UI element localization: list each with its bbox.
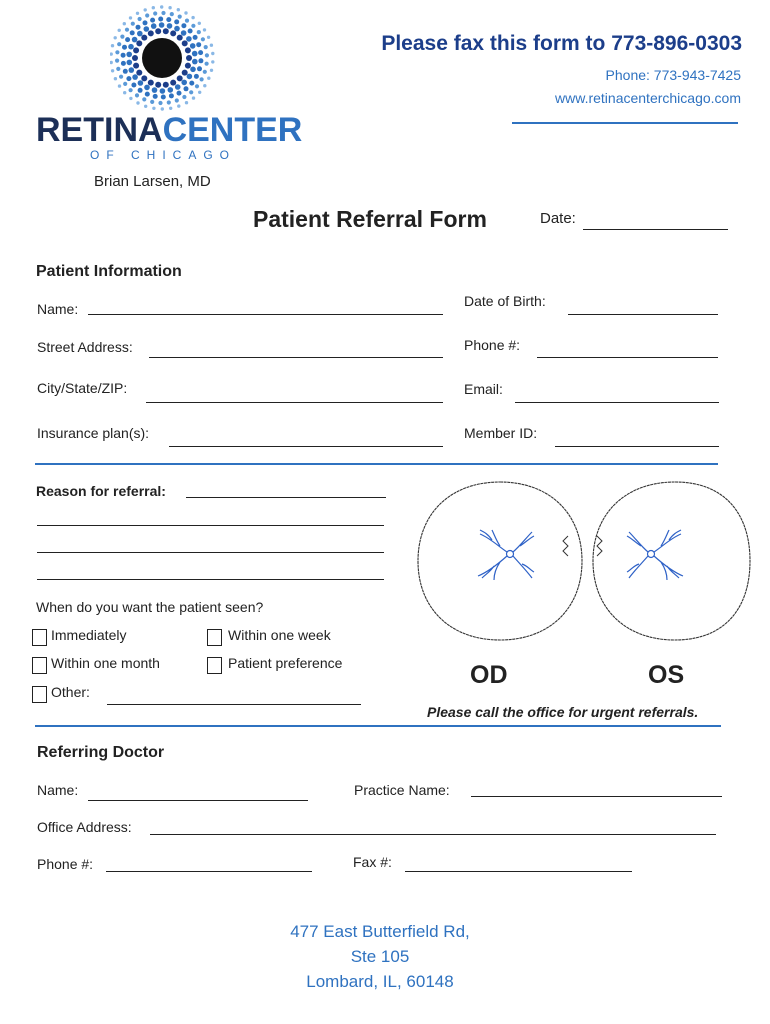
od-vessels [478, 530, 534, 580]
date-field[interactable] [583, 229, 728, 230]
checkbox-within-month[interactable] [32, 657, 47, 674]
dob-field[interactable] [568, 314, 718, 315]
practice-name-label: Practice Name: [354, 782, 450, 798]
reason-line-4[interactable] [37, 579, 384, 580]
reason-field[interactable] [186, 497, 386, 498]
when-question: When do you want the patient seen? [36, 599, 264, 615]
footer-line-3: Lombard, IL, 60148 [306, 972, 454, 991]
doctor-name-label: Name: [37, 782, 79, 798]
option-patient-preference: Patient preference [228, 655, 343, 671]
doctor-phone-field[interactable] [106, 871, 312, 872]
member-id-label: Member ID: [464, 425, 538, 441]
logo-word-retina: RETINA [36, 111, 163, 149]
doctor-name-field[interactable] [88, 800, 308, 801]
patient-phone-label: Phone #: [464, 337, 521, 353]
option-immediately: Immediately [51, 627, 127, 643]
referring-doctor-heading: Referring Doctor [37, 744, 165, 761]
option-within-month: Within one month [51, 655, 160, 671]
logo [30, 5, 303, 175]
footer-line-2: Ste 105 [350, 947, 410, 966]
patient-phone-field[interactable] [537, 357, 718, 358]
reason-line-3[interactable] [37, 552, 384, 553]
patient-name-field[interactable] [88, 314, 443, 315]
doctor-phone-label: Phone #: [37, 856, 94, 872]
reason-line-2[interactable] [37, 525, 384, 526]
checkbox-immediately[interactable] [32, 629, 47, 646]
logo-subtitle: OF CHICAGO [90, 148, 237, 162]
os-label: OS [648, 661, 685, 689]
option-within-week: Within one week [228, 627, 331, 643]
footer-address [230, 919, 530, 994]
doctor-name: Brian Larsen, MD [94, 173, 211, 190]
header-rule [512, 122, 738, 124]
office-address-label: Office Address: [37, 819, 132, 835]
patient-name-label: Name: [37, 301, 79, 317]
eye-diagram-os[interactable] [585, 476, 765, 646]
checkbox-other[interactable] [32, 686, 47, 703]
street-label: Street Address: [37, 339, 133, 355]
eye-diagram-od[interactable] [410, 476, 590, 646]
insurance-field[interactable] [169, 446, 443, 447]
checkbox-within-week[interactable] [207, 629, 222, 646]
footer-line-1: 477 East Butterfield Rd, [290, 922, 470, 941]
os-vessels [627, 530, 683, 580]
member-id-field[interactable] [555, 446, 719, 447]
urgent-note: Please call the office for urgent referrals. [427, 704, 699, 720]
patient-info-heading: Patient Information [36, 263, 182, 280]
logo-word-center: CENTER [162, 111, 303, 149]
other-field[interactable] [107, 704, 361, 705]
section-rule-2 [35, 725, 721, 727]
insurance-label: Insurance plan(s): [37, 425, 150, 441]
checkbox-patient-preference[interactable] [207, 657, 222, 674]
date-label: Date: [540, 210, 576, 227]
doctor-fax-label: Fax #: [353, 854, 392, 870]
email-field[interactable] [515, 402, 719, 403]
website-link[interactable]: www.retinacenterchicago.com [555, 90, 741, 106]
logo-eye-icon [110, 5, 220, 115]
dob-label: Date of Birth: [464, 293, 546, 309]
email-label: Email: [464, 381, 503, 397]
street-field[interactable] [149, 357, 443, 358]
form-title: Patient Referral Form [253, 206, 487, 232]
os-fundus-outline [593, 482, 750, 640]
city-label: City/State/ZIP: [37, 380, 128, 396]
option-other: Other: [51, 684, 90, 700]
fax-instruction: Please fax this form to 773-896-0303 [381, 32, 742, 55]
section-rule-1 [35, 463, 718, 465]
city-field[interactable] [146, 402, 443, 403]
od-fundus-outline [418, 482, 582, 640]
office-phone: Phone: 773-943-7425 [605, 67, 741, 83]
doctor-fax-field[interactable] [405, 871, 632, 872]
reason-label: Reason for referral: [36, 483, 166, 499]
office-address-field[interactable] [150, 834, 716, 835]
practice-name-field[interactable] [471, 796, 722, 797]
od-label: OD [470, 661, 508, 689]
logo-wordmark [36, 111, 302, 149]
